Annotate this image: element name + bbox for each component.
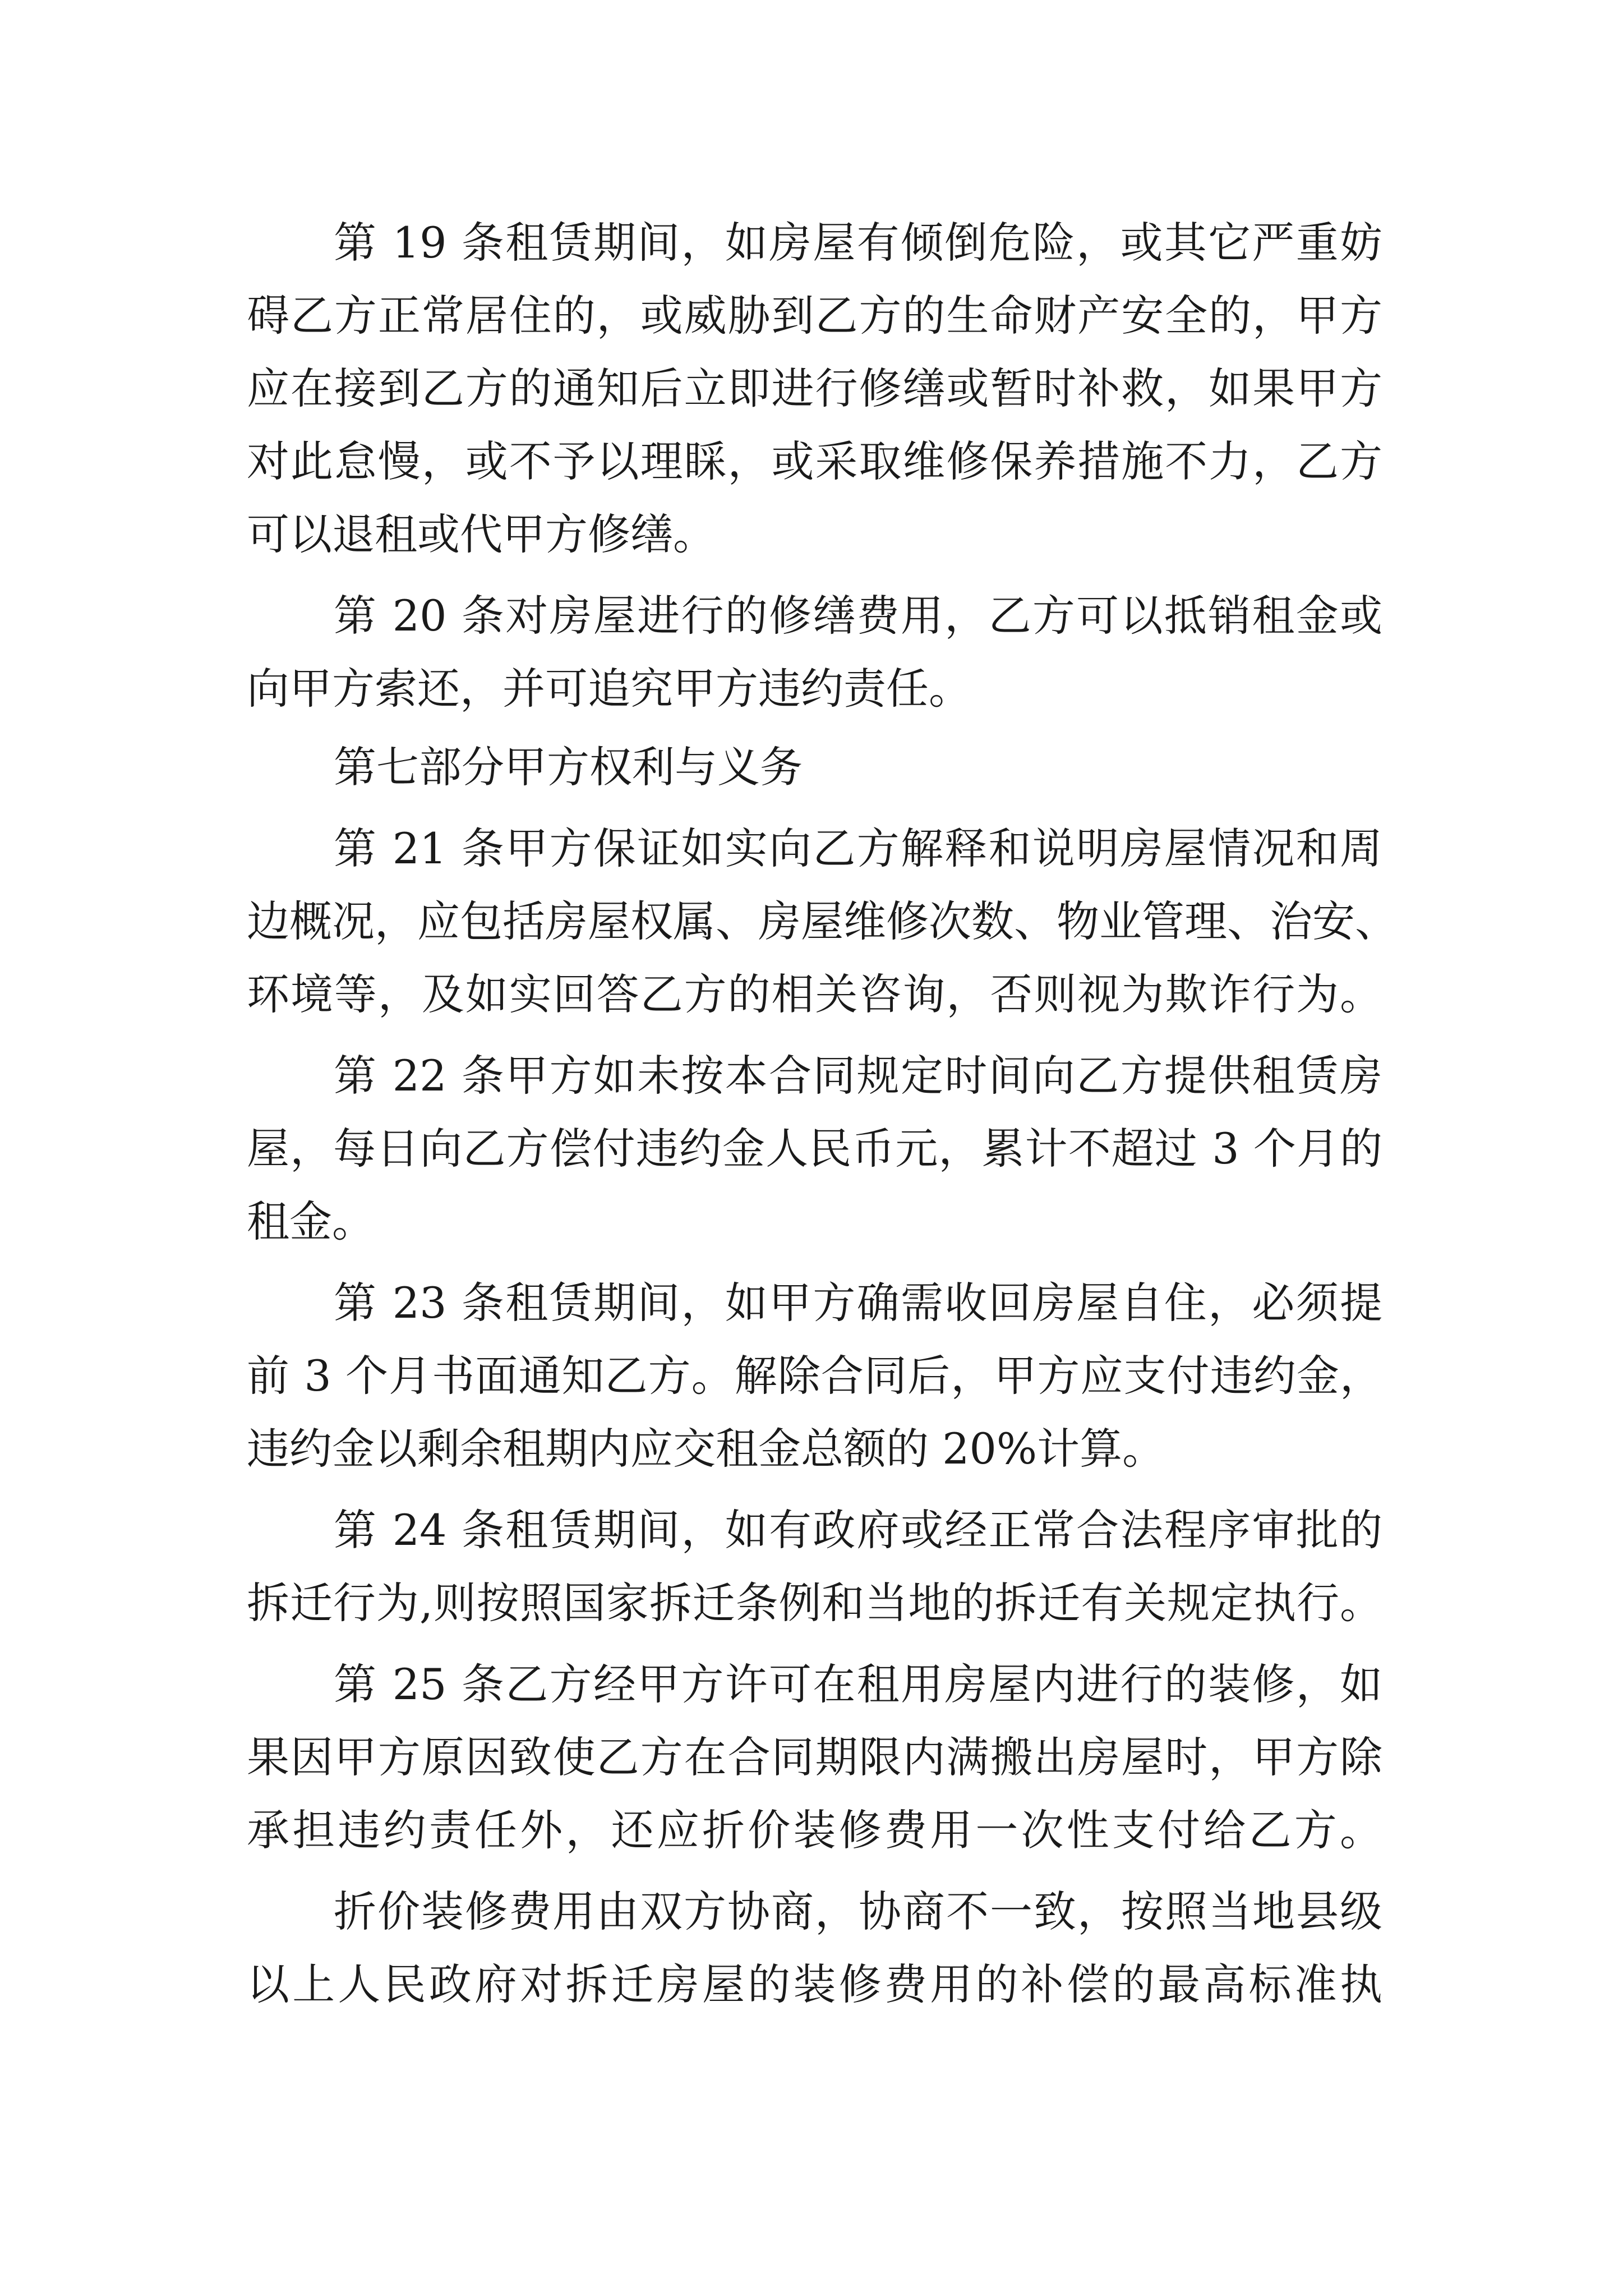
text-line: 第 22 条甲方如未按本合同规定时间向乙方提供租赁房 bbox=[334, 1051, 1382, 1101]
text-line: 对此怠慢，或不予以理睬，或采取维修保养措施不力，乙方 bbox=[247, 436, 1382, 486]
text-line: 第 20 条对房屋进行的修缮费用，乙方可以抵销租金或 bbox=[334, 591, 1382, 641]
text-line: 承担违约责任外，还应折价装修费用一次性支付给乙方。 bbox=[247, 1805, 1382, 1855]
text-line: 第 21 条甲方保证如实向乙方解释和说明房屋情况和周 bbox=[334, 823, 1382, 873]
section-heading: 第七部分甲方权利与义务 bbox=[334, 742, 803, 792]
text-line: 向甲方索还，并可追究甲方违约责任。 bbox=[247, 664, 971, 714]
text-line: 第 25 条乙方经甲方许可在租用房屋内进行的装修，如 bbox=[334, 1659, 1382, 1709]
text-line: 应在接到乙方的通知后立即进行修缮或暂时补救，如果甲方 bbox=[247, 364, 1382, 413]
text-line: 可以退租或代甲方修缮。 bbox=[247, 509, 716, 559]
text-line: 租金。 bbox=[247, 1197, 375, 1246]
text-line: 边概况，应包括房屋权属、房屋维修次数、物业管理、治安、 bbox=[247, 896, 1398, 946]
text-line: 以上人民政府对拆迁房屋的装修费用的补偿的最高标准执 bbox=[247, 1959, 1382, 2009]
text-line: 违约金以剩余租期内应交租金总额的 20%计算。 bbox=[247, 1424, 1165, 1474]
text-line: 第 23 条租赁期间，如甲方确需收回房屋自住，必须提 bbox=[334, 1278, 1382, 1328]
text-line: 碍乙方正常居住的，或威胁到乙方的生命财产安全的，甲方 bbox=[247, 291, 1382, 341]
text-line: 屋，每日向乙方偿付违约金人民币元，累计不超过 3 个月的 bbox=[247, 1124, 1382, 1174]
text-line: 折价装修费用由双方协商，协商不一致，按照当地县级 bbox=[334, 1887, 1382, 1936]
text-line: 第 24 条租赁期间，如有政府或经正常合法程序审批的 bbox=[334, 1505, 1382, 1555]
text-line: 果因甲方原因致使乙方在合同期限内满搬出房屋时，甲方除 bbox=[247, 1732, 1382, 1782]
text-line: 拆迁行为,则按照国家拆迁条例和当地的拆迁有关规定执行。 bbox=[247, 1578, 1382, 1628]
text-line: 前 3 个月书面通知乙方。解除合同后，甲方应支付违约金， bbox=[247, 1351, 1382, 1401]
text-line: 环境等，及如实回答乙方的相关咨询，否则视为欺诈行为。 bbox=[247, 969, 1382, 1019]
text-line: 第 19 条租赁期间，如房屋有倾倒危险，或其它严重妨 bbox=[334, 218, 1382, 268]
